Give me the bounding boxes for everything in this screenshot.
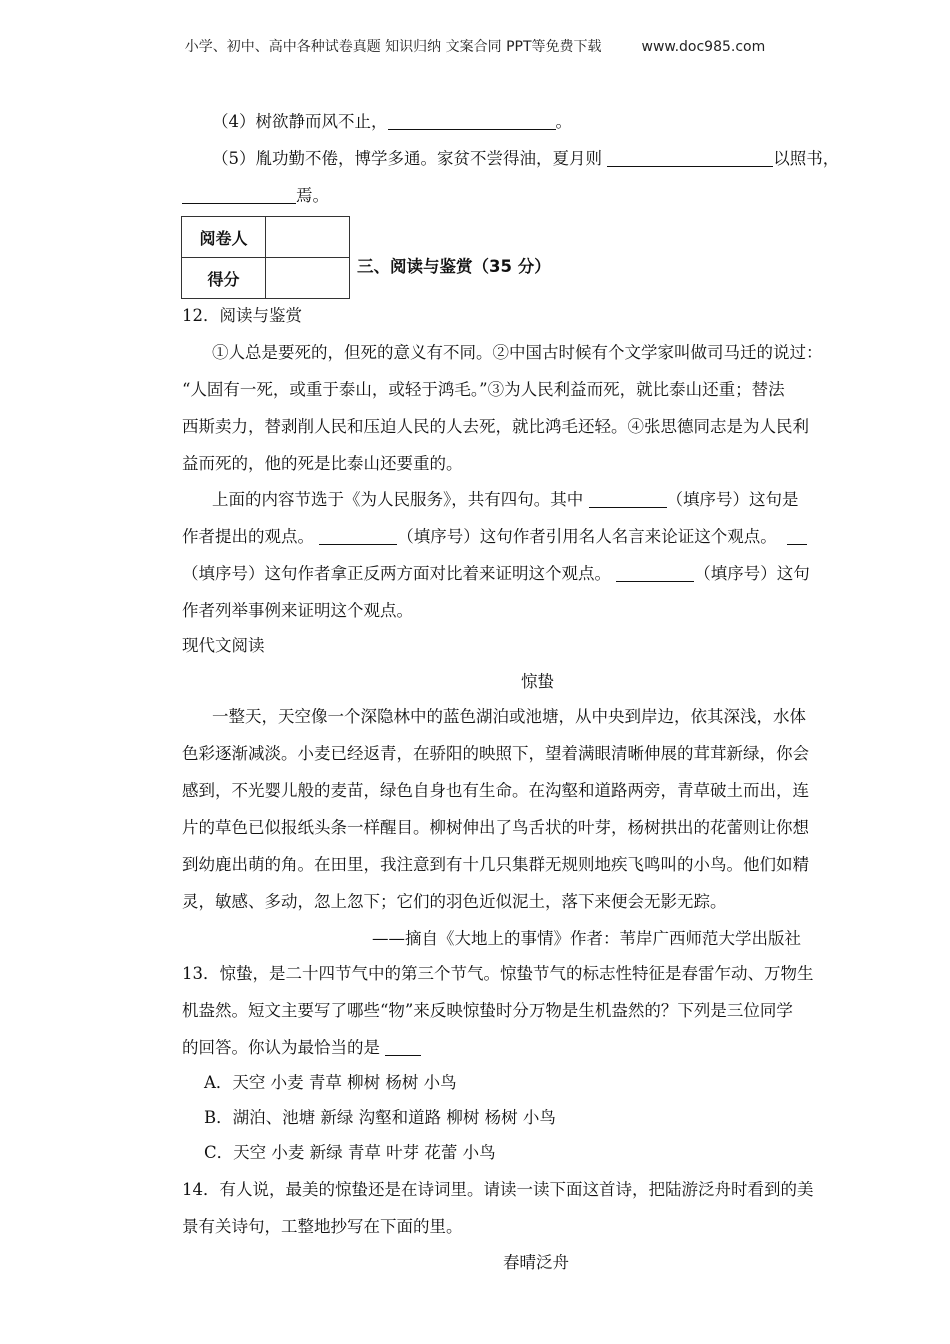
q13-option-b[interactable]: B．湖泊、池塘 新绿 沟壑和道路 柳树 杨树 小鸟: [204, 1108, 556, 1127]
q5-line: （5）胤功勤不倦，博学多通。家贫不尝得油，夏月则 以照书，: [212, 149, 840, 168]
score-cell[interactable]: [266, 258, 350, 299]
q12-title: 12．阅读与鉴赏: [182, 306, 302, 325]
q13-option-c[interactable]: C．天空 小麦 新绿 青草 叶芽 花蕾 小鸟: [204, 1143, 496, 1162]
q12-task-line-3: （填序号）这句作者拿正反两方面对比着来证明这个观点。 （填序号）这句: [182, 564, 810, 583]
q12-text-line: “人固有一死，或重于泰山，或轻于鸿毛。”③为人民利益而死，就比泰山还重；替法: [182, 380, 785, 399]
q13-line: 机盎然。短文主要写了哪些“物”来反映惊蛰时分万物是生机盎然的？下列是三位同学: [182, 1001, 793, 1020]
reviewer-cell[interactable]: [266, 217, 350, 258]
q13-line: 13．惊蛰，是二十四节气中的第三个节气。惊蛰节气的标志性特征是春雷乍动、万物生: [182, 964, 814, 983]
section-title: 三、阅读与鉴赏（35 分）: [357, 257, 551, 276]
q5-blank-2[interactable]: [182, 186, 296, 204]
q12-text-line: 西斯卖力，替剥削人民和压迫人民的人去死，就比鸿毛还轻。④张思德同志是为人民利: [182, 417, 809, 436]
q4-line: （4）树欲静而风不止， 。: [212, 112, 572, 131]
q14-line: 14．有人说，最美的惊蛰还是在诗词里。请读一读下面这首诗，把陆游泛舟时看到的美: [182, 1180, 814, 1199]
q12-task-line-4: 作者列举事例来证明这个观点。: [182, 601, 413, 620]
q4-blank[interactable]: [388, 112, 556, 130]
page-header: [0, 36, 950, 56]
q12-text-line: 益而死的，他的死是比泰山还要重的。: [182, 454, 463, 473]
q12-blank-1[interactable]: [589, 490, 667, 508]
poem-title: 春晴泛舟: [503, 1253, 569, 1272]
essay-line: 片的草色已似报纸头条一样醒目。柳树伸出了鸟舌状的叶芽，杨树拱出的花蕾则让你想: [182, 818, 809, 837]
q5-blank-1[interactable]: [607, 149, 773, 167]
q12-blank-4[interactable]: [616, 564, 694, 582]
header-site: www.doc985.com: [641, 39, 766, 55]
essay-title: 惊蛰: [521, 672, 554, 691]
score-label: 得分: [182, 258, 266, 299]
score-table: [181, 216, 350, 299]
q12-task-line-1: 上面的内容节选于《为人民服务》，共有四句。其中 （填序号）这句是: [212, 490, 799, 509]
q12-blank-3[interactable]: [787, 527, 807, 545]
q12-task-line-2: 作者提出的观点。 （填序号）这句作者引用名人名言来论证这个观点。: [182, 527, 807, 547]
essay-line: 感到，不光婴儿般的麦苗，绿色自身也有生命。在沟壑和道路两旁，青草破土而出，连: [182, 781, 809, 800]
essay-line: 灵，敏感、多动，忽上忽下；它们的羽色近似泥土，落下来便会无影无踪。: [182, 892, 727, 911]
q12-blank-2[interactable]: [319, 527, 397, 545]
reviewer-label: 阅卷人: [182, 217, 266, 258]
q12-text-line: ①人总是要死的，但死的意义有不同。②中国古时候有个文学家叫做司马迁的说过：: [212, 343, 823, 362]
q14-line: 景有关诗句，工整地抄写在下面的里。: [182, 1217, 463, 1236]
q13-blank[interactable]: [385, 1038, 421, 1056]
essay-line: 一整天，天空像一个深隐林中的蓝色湖泊或池塘，从中央到岸边，依其深浅，水体: [212, 707, 806, 726]
essay-line: 色彩逐渐减淡。小麦已经返青，在骄阳的映照下，望着满眼清晰伸展的茸茸新绿，你会: [182, 744, 809, 763]
essay-source: ——摘自《大地上的事情》作者：苇岸广西师范大学出版社: [372, 929, 801, 948]
header-text: 小学、初中、高中各种试卷真题 知识归纳 文案合同 PPT等免费下载: [184, 39, 602, 55]
modern-heading: 现代文阅读: [182, 636, 265, 655]
q5-line-2: 焉。: [182, 186, 329, 206]
essay-line: 到幼鹿出萌的角。在田里，我注意到有十几只集群无规则地疾飞鸣叫的小鸟。他们如精: [182, 855, 809, 874]
q13-line-3: 的回答。你认为最恰当的是: [182, 1038, 421, 1058]
q13-option-a[interactable]: A．天空 小麦 青草 柳树 杨树 小鸟: [204, 1073, 457, 1092]
